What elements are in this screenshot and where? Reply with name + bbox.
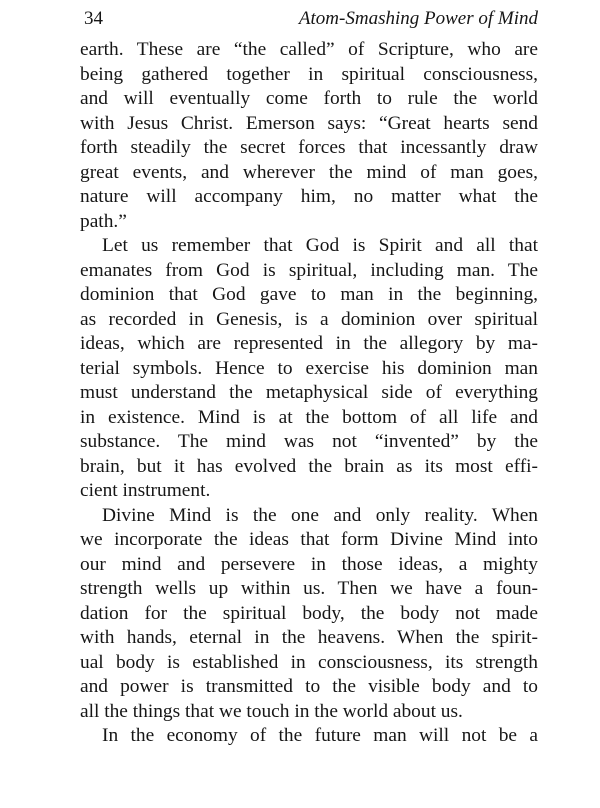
text-line: all the things that we touch in the world about us. (80, 700, 463, 722)
text-line: nature will accompany him, no matter what the (80, 186, 538, 207)
paragraph (80, 724, 538, 749)
text-line: we incorporate the ideas that form Divine Mind into (80, 529, 538, 550)
paragraph (80, 234, 538, 504)
running-header (84, 8, 538, 32)
text-line: brain, but it has evolved the brain as its most effi- (80, 455, 538, 477)
text-line: emanates from God is spiritual, including man. The (80, 259, 538, 281)
running-title: Atom-Smashing Power of Mind (298, 8, 538, 29)
text-line: as recorded in Genesis, is a dominion over spiritual (80, 308, 538, 330)
text-line: our mind and persevere in those ideas, a mighty (80, 553, 538, 575)
text-line: ideas, which are represented in the allegory by ma- (80, 333, 538, 354)
text-line: being gathered together in spiritual consciousness, (80, 63, 538, 85)
text-line: and will eventually come forth to rule the world (80, 88, 538, 109)
text-line: in existence. Mind is at the bottom of all life and (80, 406, 538, 428)
text-line: dominion that God gave to man in the beginning, (80, 284, 538, 305)
text-line: dation for the spiritual body, the body not made (80, 602, 538, 624)
text-line: Divine Mind is the one and only reality. When (102, 504, 538, 526)
text-line: and power is transmitted to the visible body and to (80, 676, 538, 697)
text-line: forth steadily the secret forces that incessantly draw (80, 137, 538, 158)
text-line: substance. The mind was not “invented” by the (80, 431, 538, 452)
text-line: must understand the metaphysical side of everything (80, 382, 538, 403)
text-line: with hands, eternal in the heavens. When the spirit- (80, 627, 538, 648)
text-line: path.” (80, 210, 127, 232)
page-number: 34 (84, 8, 103, 29)
text-line: In the economy of the future man will not be a (102, 725, 538, 746)
text-line: with Jesus Christ. Emerson says: “Great hearts send (80, 112, 538, 134)
text-line: ual body is established in consciousness, its strength (80, 651, 538, 673)
text-line: strength wells up within us. Then we have a foun- (80, 578, 538, 599)
text-line: earth. These are “the called” of Scripture, who are (80, 39, 538, 60)
text-line: great events, and wherever the mind of man goes, (80, 161, 538, 183)
paragraph (80, 38, 538, 234)
text-line: terial symbols. Hence to exercise his dominion man (80, 357, 538, 379)
paragraph (80, 504, 538, 725)
text-line: Let us remember that God is Spirit and all that (102, 235, 538, 256)
text-line: cient instrument. (80, 480, 211, 501)
page-body (80, 38, 538, 749)
